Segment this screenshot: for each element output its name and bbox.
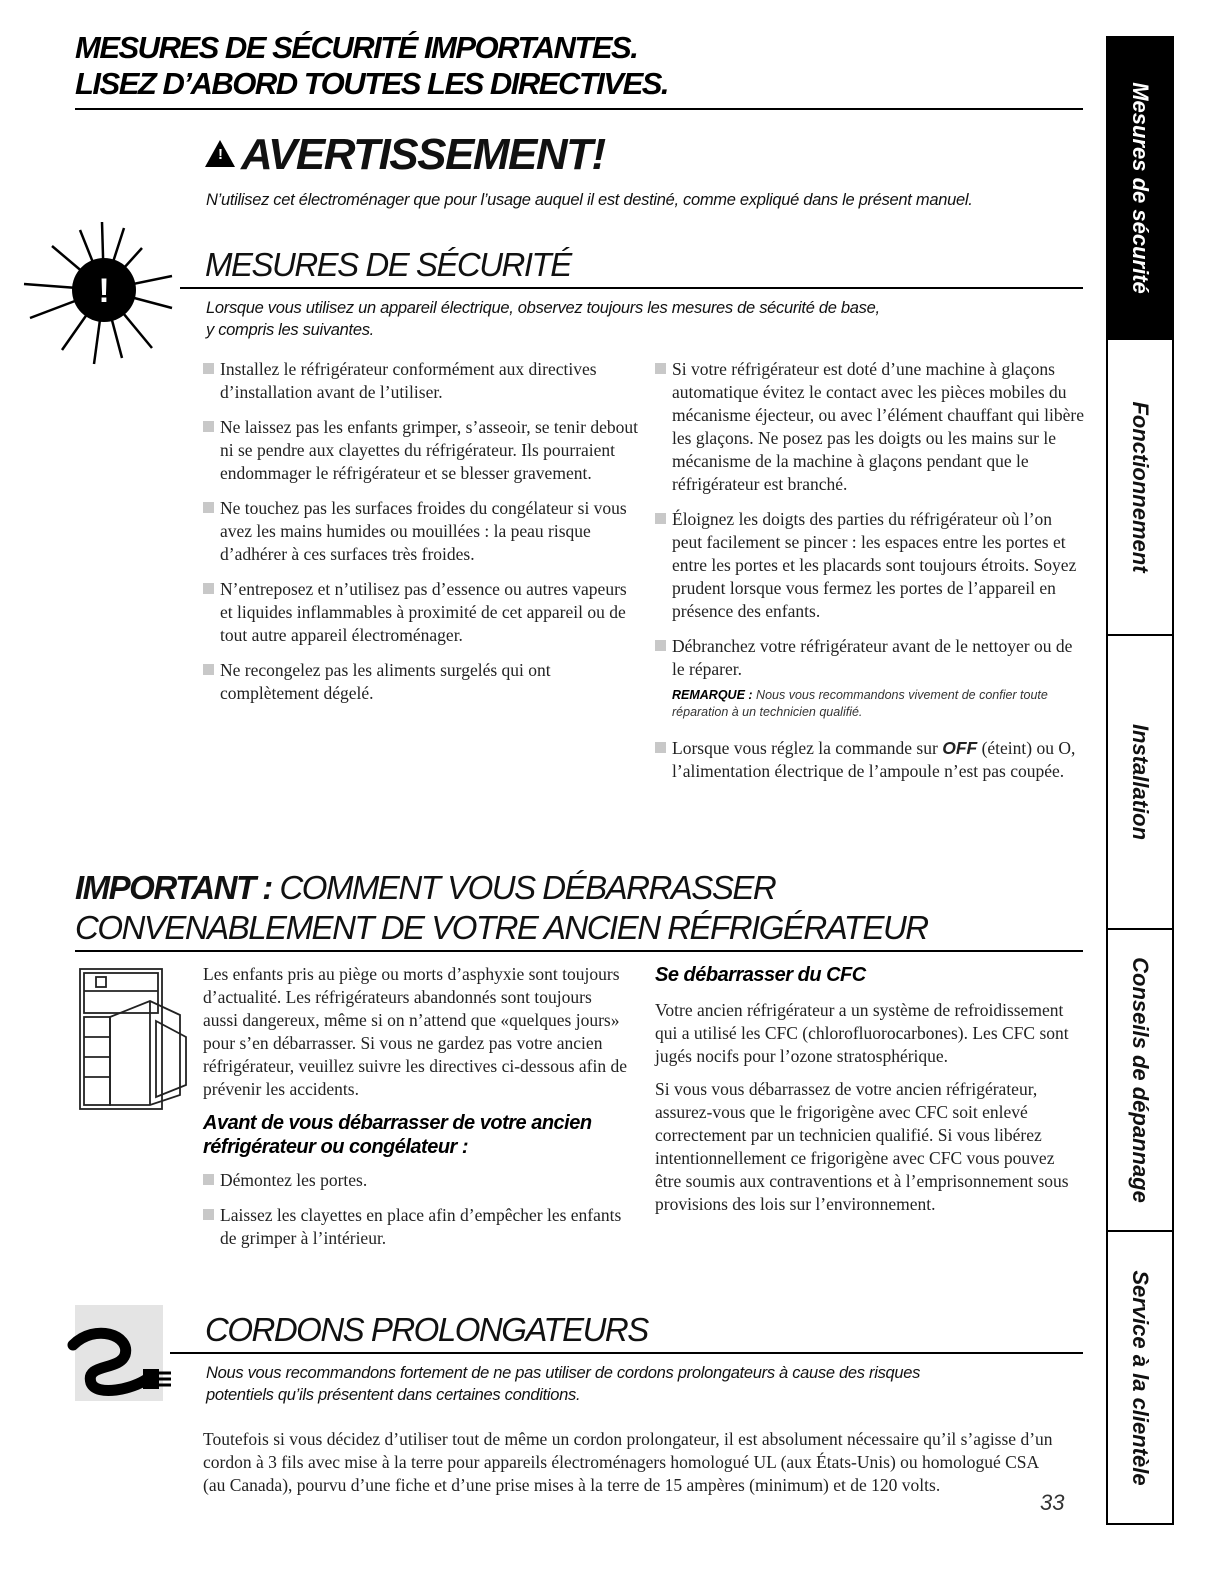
tab-installation[interactable] [1106, 634, 1174, 928]
list-item: Ne touchez pas les surfaces froides du congélateur si vous avez les mains humides ou mouillées : la peau risque d’adhérer à ces surfaces très froides. [203, 497, 638, 566]
safety-intro-line-1: Lorsque vous utilisez un appareil électrique, observez toujours les mesures de sécurité de base, [206, 299, 880, 317]
list-item: Ne recongelez pas les aliments surgelés qui ont complètement dégelé. [203, 659, 638, 705]
refrigerator-illustration-icon [72, 965, 192, 1115]
safety-right-column [655, 358, 1085, 795]
cfc-paragraph-2: Si vous vous débarrassez de votre ancien réfrigérateur, assurez-vous que le frigorigène avec CFC soit enlevé correctement par un technicien qualifié. Si vous libérez intentionnellement ce frigorigène avec CFC vous pouvez être soumis aux contraventions et à l’emprisonnement sous provisions des lois sur l’environnement. [655, 1079, 1069, 1214]
warning-subtitle: N’utilisez cet électroménager que pour l’usage auquel il est destiné, comme expliqué dans le présent manuel. [206, 191, 973, 209]
page-header [75, 30, 668, 102]
note-label: REMARQUE : [672, 688, 753, 702]
list-item: Ne laissez pas les enfants grimper, s’asseoir, se tenir debout ni se pendre aux clayettes du réfrigérateur. Ils pourraient endommager le réfrigérateur et se blesser gravement. [203, 416, 638, 485]
svg-text:!: ! [98, 272, 110, 310]
list-item: Débranchez votre réfrigérateur avant de le nettoyer ou de le réparer. [655, 635, 1085, 681]
list-item: Lorsque vous réglez la commande sur OFF (éteint) ou O, l’alimentation électrique de l’ampoule n’est pas coupée. [655, 737, 1085, 783]
cords-intro [206, 1362, 920, 1406]
list-item: Laissez les clayettes en place afin d’empêcher les enfants de grimper à l’intérieur. [203, 1204, 628, 1250]
bullet-icon [203, 1174, 214, 1185]
off-label: OFF [942, 738, 978, 758]
cords-body: Toutefois si vous décidez d’utiliser tout de même un cordon prolongateur, il est absolument nécessaire qu’il s’agisse d’un cordon à 3 fils avec mise à la terre pour appareils électroménagers homologué UL (aux États-Unis) ou homologué CSA (au Canada), pourvu d’une fiche et d’une prise mises à la terre de 15 ampères (minimum) et de 120 volts. [203, 1429, 1053, 1495]
cords-title: CORDONS PROLONGATEURS [205, 1311, 648, 1348]
warning-title-text: AVERTISSEMENT! [241, 130, 605, 179]
bullet-icon [655, 513, 666, 524]
cords-intro-line-1: Nous vous recommandons fortement de ne pas utiliser de cordons prolongateurs à cause des risques [206, 1364, 921, 1382]
safety-title: MESURES DE SÉCURITÉ [205, 246, 571, 283]
bullet-icon [203, 1209, 214, 1220]
safety-intro-line-2: y compris les suivantes. [206, 321, 374, 339]
bullet-icon [203, 502, 214, 513]
important-label: IMPORTANT : [75, 869, 272, 906]
extension-cord-icon [55, 1305, 185, 1405]
bullet-icon [203, 421, 214, 432]
list-item: N’entreposez et n’utilisez pas d’essence ou autres vapeurs et liquides inflammables à proximité de cet appareil ou de tout autre appareil électroménager. [203, 578, 638, 647]
bullet-icon [203, 583, 214, 594]
tab-conseils-de-depannage[interactable] [1106, 928, 1174, 1230]
important-line-2: CONVENABLEMENT DE VOTRE ANCIEN RÉFRIGÉRATEUR [75, 909, 928, 946]
bullet-icon [203, 363, 214, 374]
tab-label: Mesures de sécurité [1128, 82, 1153, 294]
repair-note [672, 687, 1085, 721]
cords-rule [170, 1352, 1083, 1354]
safety-intro [206, 297, 880, 341]
bullet-icon [203, 664, 214, 675]
tab-label: Conseils de dépannage [1128, 957, 1153, 1203]
cfc-title: Se débarrasser du CFC [655, 964, 866, 986]
important-paragraph: Les enfants pris au piège ou morts d’asphyxie sont toujours d’actualité. Les réfrigérateurs abandonnés sont toujours aussi dangereux, même si on n’attend que «quelques jours» pour s’en débarrasser. Si vous ne gardez pas votre ancien réfrigérateur, veuillez suivre les directives ci-dessous afin de prévenir les accidents. [203, 964, 627, 1099]
tab-label: Fonctionnement [1128, 401, 1153, 573]
tab-mesures-de-securite[interactable] [1106, 36, 1174, 338]
tab-label: Service à la clientèle [1128, 1269, 1153, 1486]
important-left-column [203, 963, 628, 1262]
important-rule [75, 950, 1083, 952]
header-line-1: MESURES DE SÉCURITÉ IMPORTANTES. [75, 30, 638, 65]
warning-triangle-icon: ! [205, 140, 235, 167]
list-item: Éloignez les doigts des parties du réfrigérateur où l’on peut facilement se pincer : les espaces entre les portes et entre les portes et les placards sont toujours étroits. Soyez prudent lorsque vous fermez les portes de l’appareil en présence des enfants. [655, 508, 1085, 623]
cfc-column [655, 963, 1080, 1226]
list-item: Installez le réfrigérateur conformément aux directives d’installation avant de l’utiliser. [203, 358, 638, 404]
bullet-icon [655, 363, 666, 374]
tab-service-a-la-clientele[interactable] [1106, 1230, 1174, 1525]
header-rule [75, 108, 1083, 110]
warning-title [205, 130, 605, 180]
tab-fonctionnement[interactable] [1106, 338, 1174, 634]
safety-left-column [203, 358, 638, 717]
important-line-1: COMMENT VOUS DÉBARRASSER [279, 869, 776, 906]
list-item: Si votre réfrigérateur est doté d’une machine à glaçons automatique évitez le contact avec les pièces mobiles du mécanisme éjecteur, ou avec l’élément chauffant qui libère les glaçons. Ne posez pas les doigts ou les mains sur le mécanisme de la machine à glaçons pendant que le réfrigérateur est branché. [655, 358, 1085, 496]
bullet-icon [655, 742, 666, 753]
cords-intro-line-2: potentiels qu’ils présentent dans certaines conditions. [206, 1386, 581, 1404]
tab-label: Installation [1128, 723, 1153, 841]
disposal-subtitle: Avant de vous débarrasser de votre ancien réfrigérateur ou congélateur : [203, 1112, 592, 1158]
safety-rule [180, 287, 1083, 289]
page-number: 33 [1040, 1490, 1065, 1515]
list-item: Démontez les portes. [203, 1169, 628, 1192]
starburst-warning-icon [22, 218, 192, 368]
important-title [75, 868, 928, 948]
note-text: Nous vous recommandons vivement de confier toute réparation à un technicien qualifié. [672, 688, 1048, 719]
cfc-paragraph-1: Votre ancien réfrigérateur a un système de refroidissement qui a utilisé les CFC (chlorofluorocarbones). Les CFC sont jugés nocifs pour l’ozone stratosphérique. [655, 1000, 1069, 1066]
header-line-2: LISEZ D’ABORD TOUTES LES DIRECTIVES. [75, 66, 669, 101]
bullet-icon [655, 640, 666, 651]
